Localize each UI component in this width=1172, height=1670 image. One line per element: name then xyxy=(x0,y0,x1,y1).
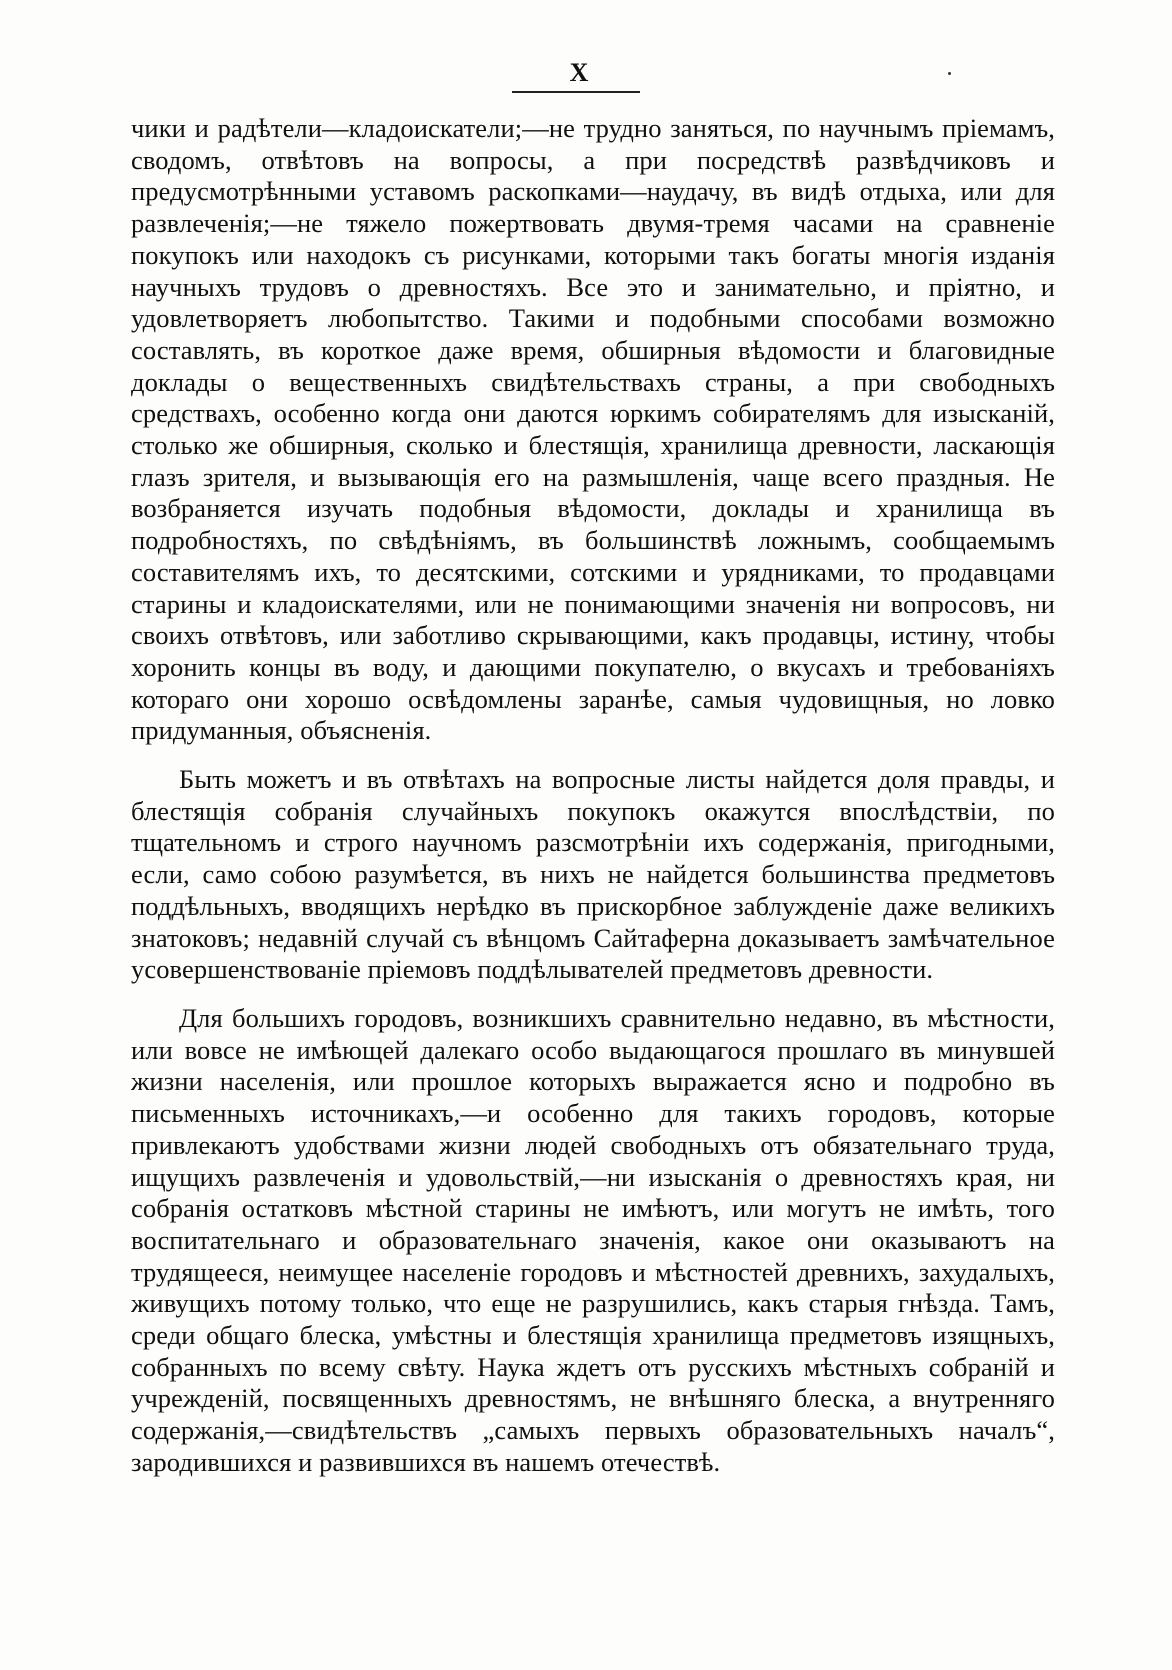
page-number: X xyxy=(569,58,591,87)
header-rule xyxy=(512,91,640,93)
print-speck xyxy=(948,72,951,75)
paragraph-continued: чики и радѣтели—кладоискатели;—не трудно заняться, по научнымъ пріемамъ, сводомъ, отвѣтовъ на вопросы, а при посредствѣ развѣдчиковъ и предусмотрѣнными уставомъ раскопками—наудачу, въ видѣ отдыха, или для развлеченія;—не тяжело пожертвовать двумя-тремя часами на сравненіе покупокъ или находокъ съ рисунками, которыми такъ богаты многія изданія научныхъ трудовъ о древностяхъ. Все это и занимательно, и пріятно, и удовлетворяетъ любопытство. Такими и подобными способами возможно составлять, въ короткое даже время, обширныя вѣдомости и благовидные доклады о вещественныхъ свидѣтельствахъ страны, а при свободныхъ средствахъ, особенно когда они даются юркимъ собирателямъ для изысканій, столько же обширныя, сколько и блестящія, хранилища древности, ласкающія глазъ зрителя, и вызывающія его на размышленія, чаще всего праздныя. Не возбраняется изучать подобныя вѣдомости, доклады и хранилища въ подробностяхъ, по свѣдѣніямъ, въ большинствѣ ложнымъ, сообщаемымъ составителямъ ихъ, то десятскими, сотскими и урядниками, то продавцами старины и кладоискателями, или не понимающими значенія ни вопросовъ, ни своихъ отвѣтовъ, или заботливо скрывающими, какъ продавцы, истину, чтобы хоронить концы въ воду, и дающими покупателю, о вкусахъ и требованіяхъ котораго они хорошо освѣдомлены заранѣе, самыя чудовищныя, но ловко придуманныя, объясненія. xyxy=(131,113,1055,746)
body-text xyxy=(131,113,1055,1479)
paragraph: Быть можетъ и въ отвѣтахъ на вопросные листы найдется доля правды, и блестящія собранія случайныхъ покупокъ окажутся впослѣдствіи, по тщательномъ и строго научномъ разсмотрѣніи ихъ содержанія, пригодными, если, само собою разумѣется, въ нихъ не найдется большинства предметовъ поддѣльныхъ, вводящихъ нерѣдко въ прискорбное заблужденіе даже великихъ знатоковъ; недавній случай съ вѣнцомъ Сайтаферна доказываетъ замѣчательное усовершенствованіе пріемовъ поддѣлывателей предметовъ древности. xyxy=(131,764,1055,985)
paragraph: Для большихъ городовъ, возникшихъ сравнительно недавно, въ мѣстности, или вовсе не имѣющей далекаго особо выдающагося прошлаго въ минувшей жизни населенія, или прошлое которыхъ выражается ясно и подробно въ письменныхъ источникахъ,—и особенно для такихъ городовъ, которые привлекаютъ удобствами жизни людей свободныхъ отъ обязательнаго труда, ищущихъ развлеченія и удовольствій,—ни изысканія о древностяхъ края, ни собранія остатковъ мѣстной старины не имѣютъ, или могутъ не имѣть, того воспитательнаго и образовательнаго значенія, какое они оказываютъ на трудящееся, неимущее населеніе городовъ и мѣстностей древнихъ, захудалыхъ, живущихъ потому только, что еще не разрушились, какъ старыя гнѣзда. Тамъ, среди общаго блеска, умѣстны и блестящія хранилища предметовъ изящныхъ, собранныхъ по всему свѣту. Наука ждетъ отъ русскихъ мѣстныхъ собраній и учрежденій, посвященныхъ древностямъ, не внѣшняго блеска, а внутренняго содержанія,—свидѣтельствъ „самыхъ первыхъ образовательныхъ началъ“, зародившихся и развившихся въ нашемъ отечествѣ. xyxy=(131,1002,1055,1477)
